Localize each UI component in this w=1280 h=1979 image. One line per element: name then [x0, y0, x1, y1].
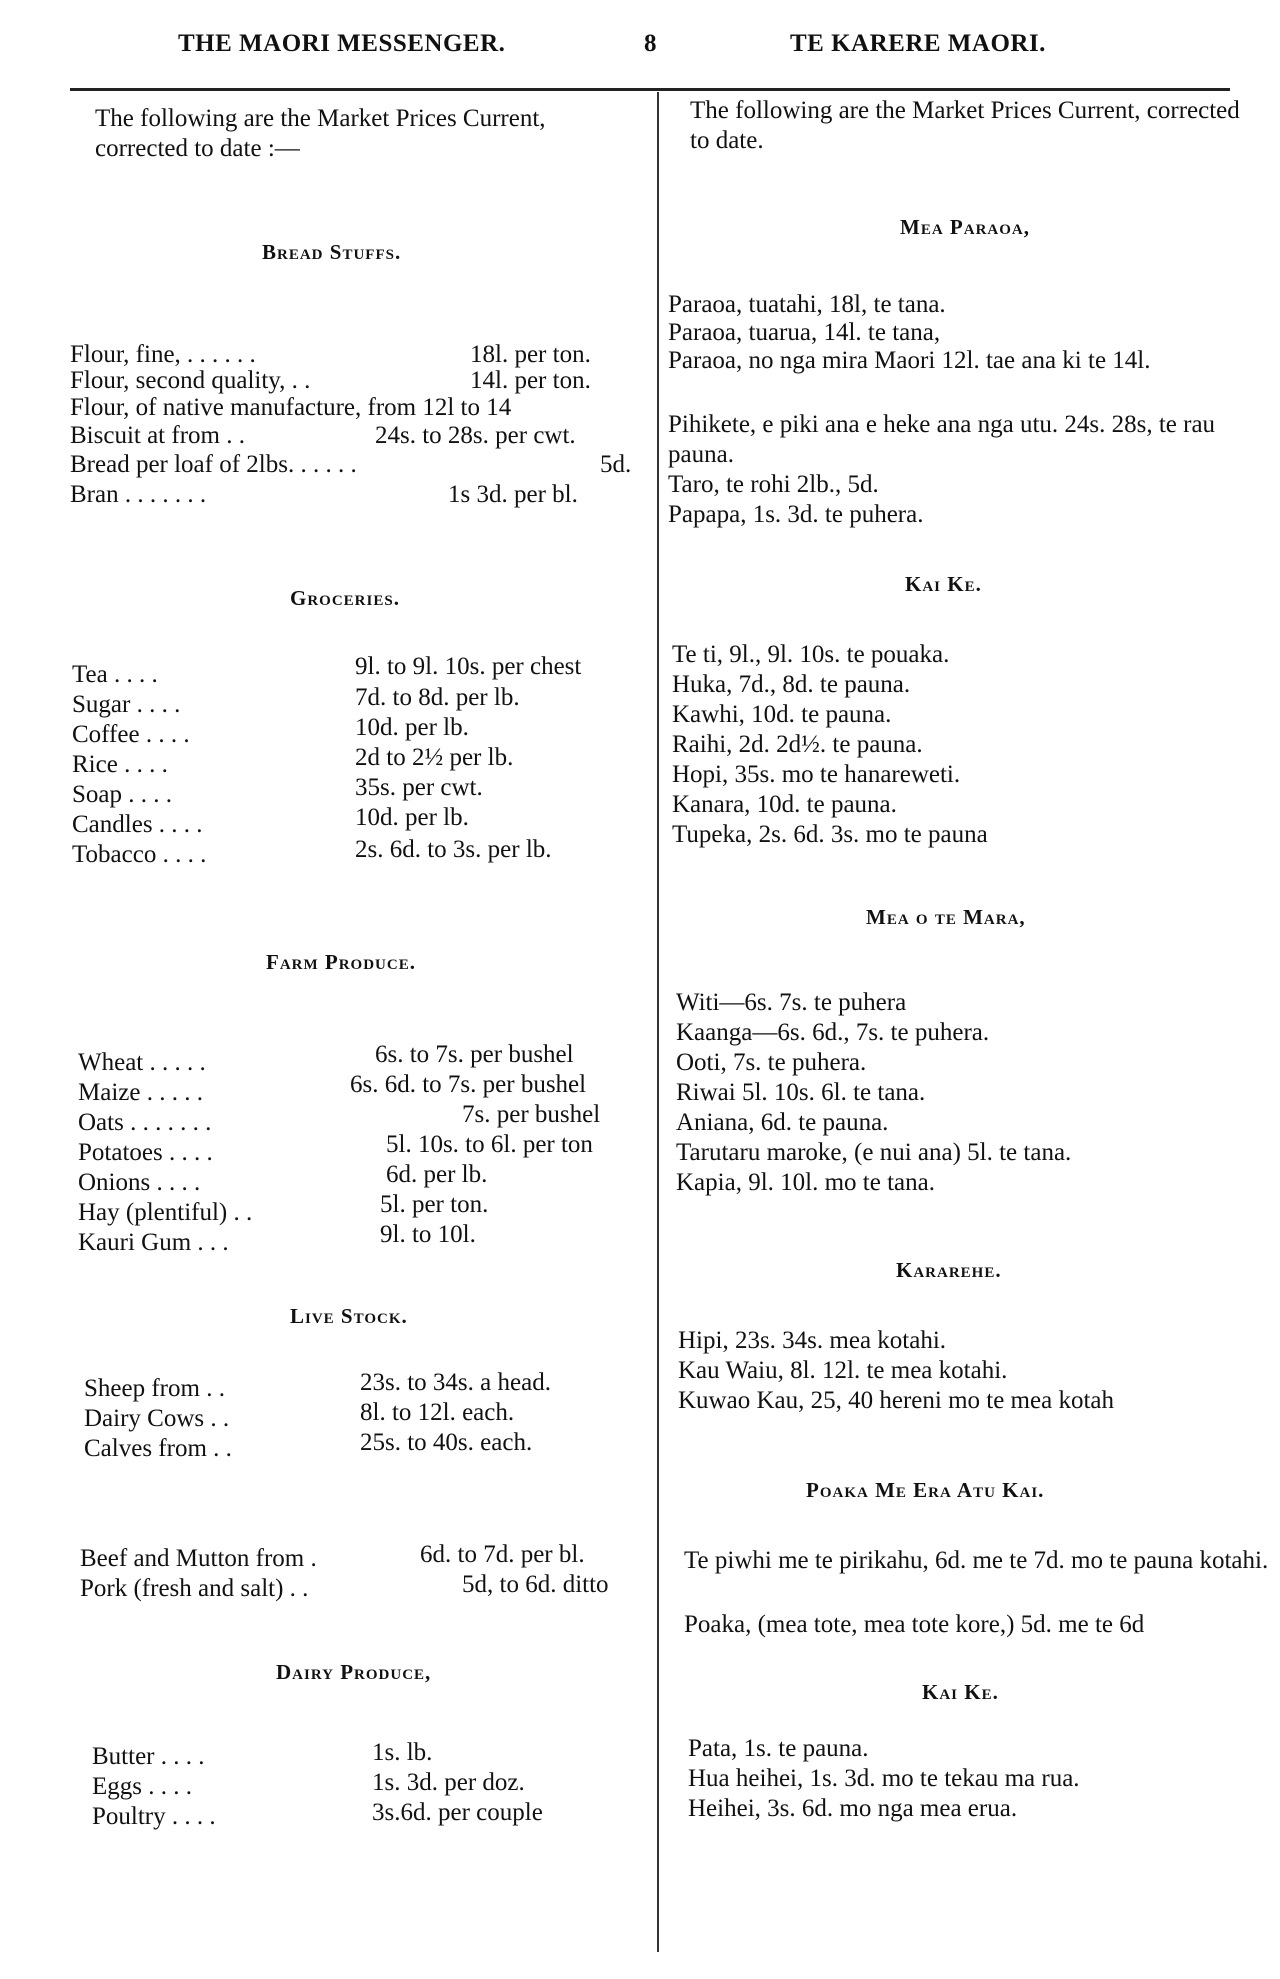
section-title-farm-produce: Farm Produce. [266, 950, 416, 974]
item-name: Rice . . . . [72, 751, 168, 778]
item-name: Calves from . . [84, 1435, 232, 1462]
item-name: Flour, second quality, . . [70, 367, 311, 394]
section-title-dairy-produce: Dairy Produce, [276, 1660, 432, 1684]
item-price: 6d. to 7d. per bl. [420, 1541, 585, 1568]
item-price: 6d. per lb. [386, 1161, 488, 1188]
list-item: Kawhi, 10d. te pauna. [672, 701, 892, 728]
list-item: Aniana, 6d. te pauna. [676, 1109, 889, 1136]
list-item: Poaka, (mea tote, mea tote kore,) 5d. me te 6d [684, 1611, 1145, 1638]
section-title-poaka: Poaka Me Era Atu Kai. [806, 1478, 1045, 1502]
item-name: Flour, of native manufacture, from 12l to 14 [70, 394, 512, 421]
section-title-bread-stuffs: Bread Stuffs. [262, 240, 402, 264]
list-item: Hipi, 23s. 34s. mea kotahi. [678, 1327, 947, 1354]
item-name: Sugar . . . . [72, 691, 181, 718]
item-name: Dairy Cows . . [84, 1405, 230, 1432]
list-item: Kapia, 9l. 10l. mo te tana. [676, 1169, 935, 1196]
header-title-english: THE MAORI MESSENGER. [178, 30, 506, 57]
item-price: 6s. to 7s. per bushel [375, 1041, 574, 1068]
item-name: Tea . . . . [72, 661, 158, 688]
item-name: Oats . . . . . . . [78, 1109, 212, 1136]
list-item: Hopi, 35s. mo te hanareweti. [672, 761, 961, 788]
item-price: 18l. per ton. [470, 341, 591, 368]
section-title-live-stock: Live Stock. [290, 1304, 408, 1328]
item-price: 7d. to 8d. per lb. [355, 684, 520, 711]
item-name: Biscuit at from . . [70, 422, 245, 449]
item-price: 25s. to 40s. each. [360, 1429, 533, 1456]
list-item: Kau Waiu, 8l. 12l. te mea kotahi. [678, 1357, 1008, 1384]
section-title-mea-paraoa: Mea Paraoa, [900, 215, 1030, 239]
list-item: Taro, te rohi 2lb., 5d. [668, 471, 879, 498]
item-name: Tobacco . . . . [72, 841, 207, 868]
item-price: 35s. per cwt. [355, 774, 483, 801]
item-name: Kauri Gum . . . [78, 1229, 229, 1256]
item-name: Maize . . . . . [78, 1079, 203, 1106]
item-price: 10d. per lb. [355, 804, 469, 831]
list-item: Kanara, 10d. te pauna. [672, 791, 897, 818]
list-item: Te piwhi me te pirikahu, 6d. me te 7d. mo te pauna kotahi. [684, 1547, 1269, 1574]
section-title-kai-ke-2: Kai Ke. [922, 1680, 999, 1704]
list-item: Heihei, 3s. 6d. mo nga mea erua. [688, 1795, 1018, 1822]
list-item: Raihi, 2d. 2d½. te pauna. [672, 731, 923, 758]
item-name: Flour, fine, . . . . . . [70, 341, 256, 368]
item-name: Bread per loaf of 2lbs. . . . . . [70, 451, 357, 478]
list-item: Paraoa, tuarua, 14l. te tana, [668, 319, 941, 346]
item-name: Hay (plentiful) . . [78, 1199, 253, 1226]
item-price: 5l. per ton. [380, 1191, 489, 1218]
item-name: Candles . . . . [72, 811, 203, 838]
page-number: 8 [644, 30, 657, 57]
item-price: 2s. 6d. to 3s. per lb. [355, 836, 552, 863]
item-name: Bran . . . . . . . [70, 481, 207, 508]
list-item: Paraoa, no nga mira Maori 12l. tae ana ki te 14l. [668, 347, 1151, 374]
item-name: Coffee . . . . [72, 721, 190, 748]
list-item: Riwai 5l. 10s. 6l. te tana. [676, 1079, 926, 1106]
item-price: 23s. to 34s. a head. [360, 1369, 551, 1396]
section-title-kai-ke: Kai Ke. [905, 572, 982, 596]
item-price: 9l. to 10l. [380, 1221, 476, 1248]
item-price: 7s. per bushel [462, 1101, 601, 1128]
intro-maori: The following are the Market Prices Current, corrected to date. [690, 97, 1240, 154]
item-price: 1s 3d. per bl. [448, 481, 578, 508]
item-price: 5d, to 6d. ditto [462, 1571, 609, 1598]
item-name: Sheep from . . [84, 1375, 225, 1402]
list-item: Paraoa, tuatahi, 18l, te tana. [668, 291, 946, 318]
item-price: 1s. lb. [372, 1739, 433, 1766]
list-item: Hua heihei, 1s. 3d. mo te tekau ma rua. [688, 1765, 1080, 1792]
item-name: Poultry . . . . [92, 1803, 216, 1830]
column-divider [657, 92, 659, 1952]
item-price: 24s. to 28s. per cwt. [375, 422, 576, 449]
item-price: 3s.6d. per couple [372, 1799, 543, 1826]
item-price: 5l. 10s. to 6l. per ton [386, 1131, 593, 1158]
list-item: Papapa, 1s. 3d. te puhera. [668, 501, 924, 528]
item-name: Butter . . . . [92, 1743, 205, 1770]
section-title-mea-o-te-mara: Mea o te Mara, [866, 905, 1026, 929]
item-price: 2d to 2½ per lb. [355, 744, 514, 771]
item-price: 5d. [600, 451, 632, 478]
item-price: 6s. 6d. to 7s. per bushel [350, 1071, 587, 1098]
list-item: Kuwao Kau, 25, 40 hereni mo te mea kotah [678, 1387, 1114, 1414]
item-price: 8l. to 12l. each. [360, 1399, 515, 1426]
list-item: Tupeka, 2s. 6d. 3s. mo te pauna [672, 821, 988, 848]
list-item: Pihikete, e piki ana e heke ana nga utu. 24s. 28s, te rau pauna. [668, 411, 1216, 468]
item-name: Beef and Mutton from . [80, 1545, 317, 1572]
list-item: Pata, 1s. te pauna. [688, 1735, 869, 1762]
header-title-maori: TE KARERE MAORI. [790, 30, 1046, 57]
list-item: Te ti, 9l., 9l. 10s. te pouaka. [672, 641, 950, 668]
item-name: Soap . . . . [72, 781, 172, 808]
intro-english: The following are the Market Prices Current, corrected to date :— [95, 105, 546, 162]
list-item: Witi—6s. 7s. te puhera [676, 989, 907, 1016]
item-price: 10d. per lb. [355, 714, 469, 741]
item-name: Potatoes . . . . [78, 1139, 213, 1166]
header-rule [70, 88, 1230, 91]
item-name: Pork (fresh and salt) . . [80, 1575, 309, 1602]
list-item: Huka, 7d., 8d. te pauna. [672, 671, 911, 698]
item-name: Eggs . . . . [92, 1773, 192, 1800]
item-price: 9l. to 9l. 10s. per chest [355, 653, 582, 680]
item-price: 1s. 3d. per doz. [372, 1769, 525, 1796]
section-title-kararehe: Kararehe. [896, 1258, 1002, 1282]
item-name: Wheat . . . . . [78, 1049, 206, 1076]
section-title-groceries: Groceries. [290, 586, 400, 610]
list-item: Tarutaru maroke, (e nui ana) 5l. te tana. [676, 1139, 1072, 1166]
list-item: Ooti, 7s. te puhera. [676, 1049, 867, 1076]
item-name: Onions . . . . [78, 1169, 201, 1196]
list-item: Kaanga—6s. 6d., 7s. te puhera. [676, 1019, 990, 1046]
item-price: 14l. per ton. [470, 367, 591, 394]
